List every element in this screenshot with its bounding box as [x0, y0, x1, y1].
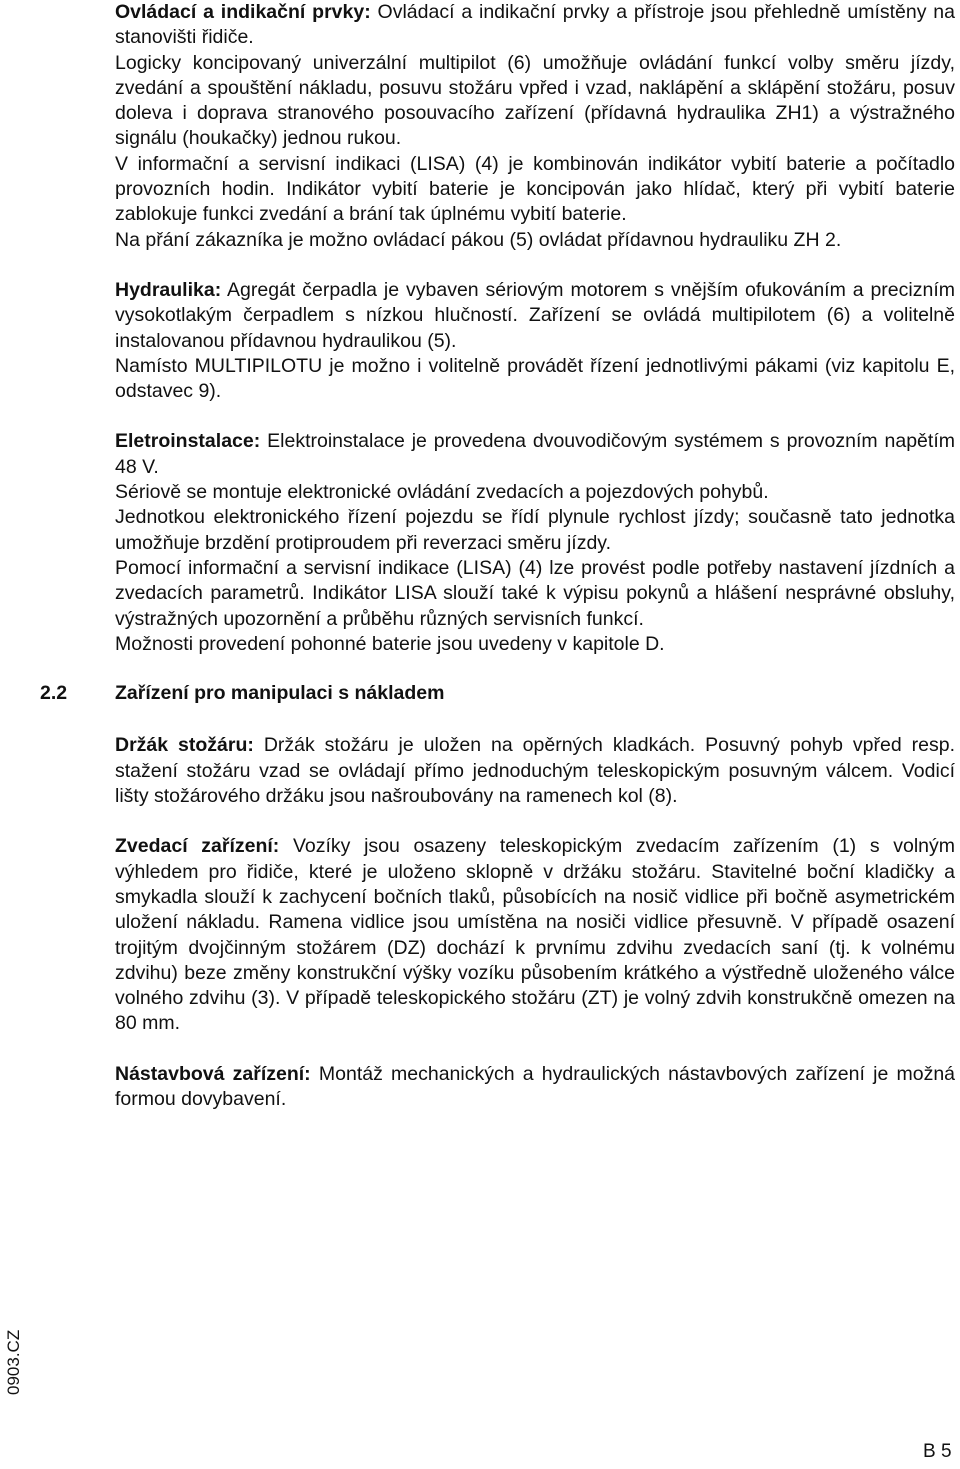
paragraph-text: Montáž mechanických a hydraulických nástavbových zařízení je možná formou dovybavení. — [115, 1062, 956, 1110]
paragraph-lead: Zvedací zařízení: — [115, 835, 280, 858]
section-title: Zařízení pro manipulaci s nákladem — [115, 682, 445, 705]
section-number: 2.2 — [40, 682, 68, 705]
paragraph-mast-holder — [115, 733, 955, 809]
paragraph-multipilot: Logicky koncipovaný univerzální multipilot (6) umožňuje ovládání funkcí volby směru jízdy, zvedání a spouštění nákladu, posuvu stožáru vpřed i vzad, naklápění a sklápění stožáru, posuv doleva i doprava stranového posouvacího zařízení (přídavná hydraulika ZH1) a výstražného signálu (houkačky) jednou rukou. — [115, 51, 955, 150]
paragraph-lead: Nástavbová zařízení: — [115, 1062, 311, 1085]
paragraph-lead: Držák stožáru: — [115, 734, 254, 757]
spacer — [115, 253, 955, 278]
paragraph-multipilot-alt: Namísto MULTIPILOTU je možno i volitelně provádět řízení jednotlivými pákami (viz kapitolu E, odstavec 9). — [115, 354, 955, 403]
spacer — [115, 404, 955, 429]
paragraph-text: Držák stožáru je uložen na opěrných kladkách. Posuvný pohyb vpřed resp. stažení stožáru vzad se ovládají přímo jednoduchým teleskopickým posuvným válcem. Vodicí lišty stožárového držáku jsou našroubovány na ramenech kol (8). — [115, 734, 955, 808]
spacer — [115, 657, 955, 681]
paragraph-hydraulics — [115, 278, 955, 354]
paragraph-drive-unit: Jednotkou elektronického řízení pojezdu se řídí plynule rychlost jízdy; současně tato jednotka umožňuje brzdění protiproudem při reverzaci směru jízdy. — [115, 506, 955, 554]
paragraph-zh2: Na přání zákazníka je možno ovládací pákou (5) ovládat přídavnou hydrauliku ZH 2. — [115, 228, 842, 251]
paragraph-lisa: V informační a servisní indikaci (LISA) (4) je kombinován indikátor vybití baterie a počítadlo provozních hodin. Indikátor vybití baterie je koncipován jako hlídač, který při vybití baterie zablokuje funkci zvedání a brání tak úplnému vybití baterie. — [115, 152, 955, 226]
paragraph-lifting-device — [115, 834, 955, 1036]
paragraph-controls — [115, 0, 955, 51]
section-heading — [40, 681, 955, 706]
spacer — [115, 1037, 955, 1062]
document-code: 0903.CZ — [4, 1329, 23, 1395]
paragraph-text: Elektroinstalace je provedena dvouvodičovým systémem s provozním napětím 48 V. — [115, 430, 955, 478]
paragraph-text: Vozíky jsou osazeny teleskopickým zvedacím zařízením (1) s volným výhledem pro řidiče, které je uloženo sklopně v držáku stožáru. Stavitelné boční kladičky a smykadla slouží k zachycení bočních tlaků, působících na nosič vidlice při bočně asymetrickém uložení nákladu. Ramena vidlice jsou umístěna na nosiči vidlice přesuvně. V případě osazení trojitým dvojčinným stožárem (DZ) dochází k prvnímu zdvihu zvedacích saní (tj. k volnému zdvihu) beze změny konstrukční výšky vozíku působením krátkého a výstředně uloženého válce volného zdvihu (3). V případě teleskopického stožáru (ZT) je volný zdvih konstrukčně omezen na 80 mm. — [115, 835, 955, 1035]
paragraph-lead: Eletroinstalace: — [115, 430, 261, 453]
paragraph-battery: Možnosti provedení pohonné baterie jsou uvedeny v kapitole D. — [115, 632, 665, 655]
page-number: B 5 — [923, 1441, 952, 1462]
paragraph-text: Ovládací a indikační prvky a přístroje jsou přehledně umístěny na stanovišti řidiče. — [115, 1, 955, 49]
paragraph-electrics — [115, 429, 955, 480]
document-body — [40, 0, 956, 1112]
paragraph-attachments — [115, 1062, 955, 1113]
spacer — [115, 809, 955, 834]
paragraph-text: Agregát čerpadla je vybaven sériovým motorem s vnějším ofukováním a precizním vysokotlakým čerpadlem s nízkou hlučností. Zařízení se ovládá multipilotem (6) a volitelně instalovanou přídavnou hydraulikou (5). — [115, 278, 955, 352]
paragraph-electronic-control: Sériově se montuje elektronické ovládání zvedacích a pojezdových pohybů. — [115, 481, 769, 504]
spacer — [115, 706, 955, 733]
paragraph-lead: Ovládací a indikační prvky: — [115, 1, 371, 23]
paragraph-lisa-settings: Pomocí informační a servisní indikace (LISA) (4) lze provést podle potřeby nastavení jízdních a zvedacích parametrů. Indikátor LISA slouží také k výpisu pokynů a hlášení nesprávné obsluhy, výstražných upozornění a průběhu různých servisních funkcí. — [115, 556, 955, 630]
paragraph-lead: Hydraulika: — [115, 278, 222, 301]
